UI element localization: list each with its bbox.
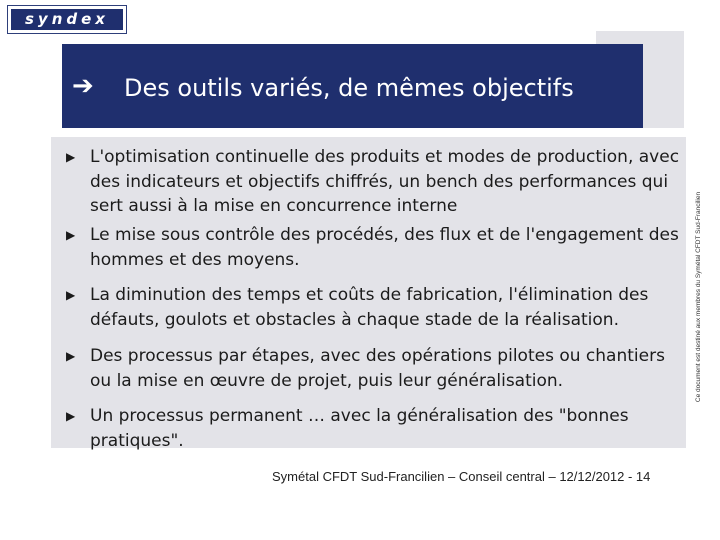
logo-text: syndex bbox=[11, 9, 123, 30]
bullet-arrow-icon: ▶ bbox=[66, 409, 76, 423]
list-item bbox=[66, 344, 680, 404]
bullet-arrow-icon: ▶ bbox=[66, 349, 76, 363]
bullet-arrow-icon: ▶ bbox=[66, 150, 76, 164]
footer-text: Symétal CFDT Sud-Francilien – Conseil central – 12/12/2012 - 14 bbox=[272, 469, 651, 484]
confidentiality-note: Ce document est destiné aux membres du Symétal CFDT Sud-Francilien bbox=[695, 191, 702, 403]
arrow-right-icon: ➔ bbox=[72, 71, 94, 101]
bullet-arrow-icon: ▶ bbox=[66, 228, 76, 242]
bullet-text: Le mise sous contrôle des procédés, des flux et de l'engagement des hommes et des moyens. bbox=[90, 225, 679, 270]
page-title: Des outils variés, de mêmes objectifs bbox=[124, 74, 574, 102]
syndex-logo bbox=[7, 5, 127, 34]
bullet-list bbox=[66, 145, 680, 453]
list-item bbox=[66, 223, 680, 283]
bullet-text: La diminution des temps et coûts de fabrication, l'élimination des défauts, goulots et obstacles à chaque stade de la réalisation. bbox=[90, 285, 649, 330]
list-item bbox=[66, 404, 680, 453]
list-item bbox=[66, 283, 680, 344]
bullet-text: Des processus par étapes, avec des opérations pilotes ou chantiers ou la mise en œuvre de projet, puis leur généralisation. bbox=[90, 346, 665, 391]
bullet-text: Un processus permanent … avec la généralisation des "bonnes pratiques". bbox=[90, 406, 629, 451]
list-item bbox=[66, 145, 680, 223]
bullet-text: L'optimisation continuelle des produits et modes de production, avec des indicateurs et objectifs chiffrés, un bench des performances qui sert aussi à la mise en concurrence interne bbox=[90, 147, 680, 216]
side-note-container bbox=[694, 152, 716, 442]
bullet-arrow-icon: ▶ bbox=[66, 288, 76, 302]
